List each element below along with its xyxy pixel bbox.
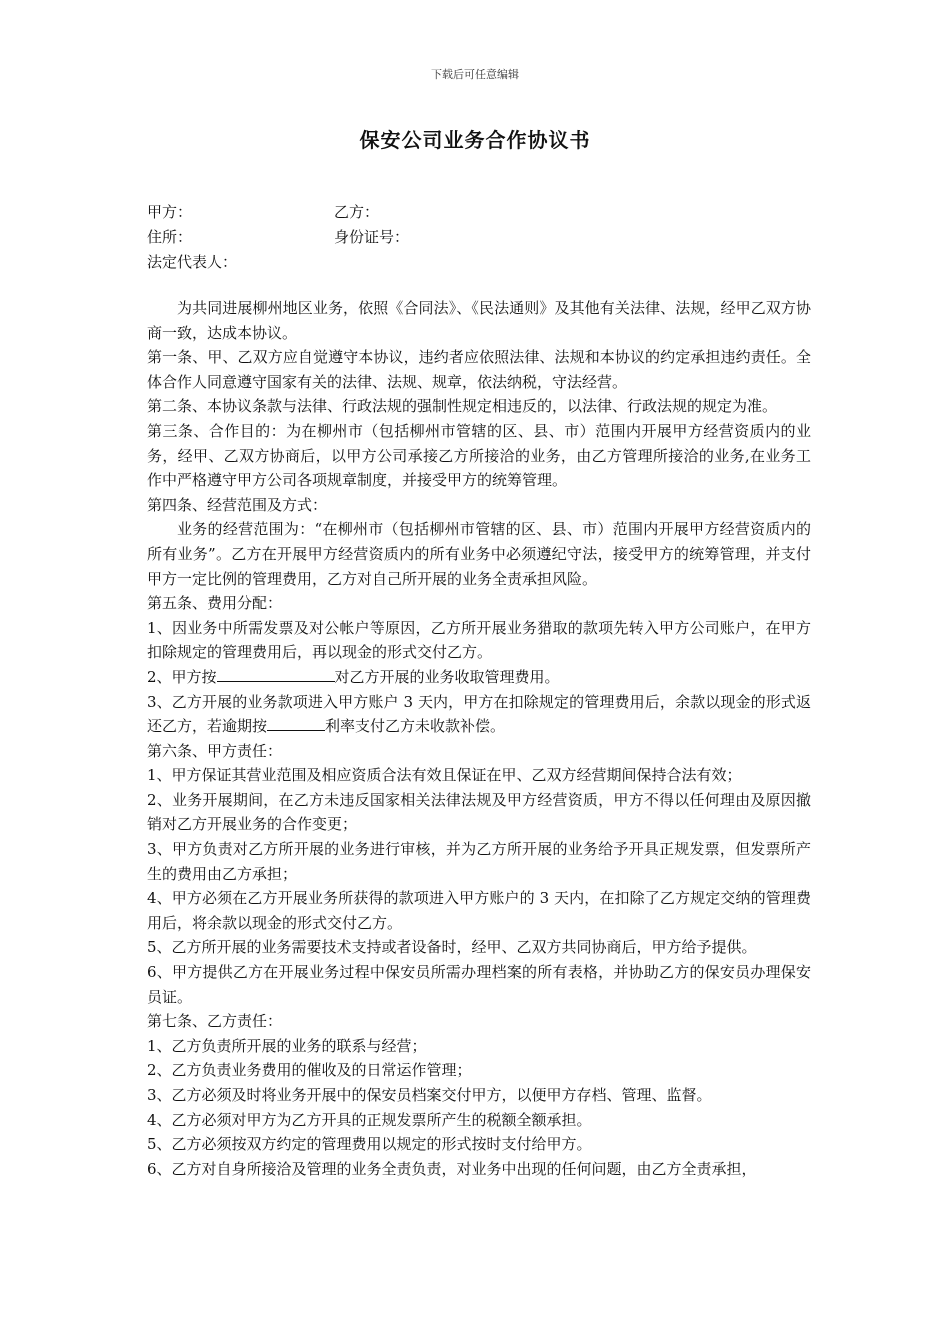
- parties-row-1: [147, 200, 807, 225]
- article-7-item-5: 5、乙方必须按双方约定的管理费用以规定的形式按时支付给甲方。: [147, 1135, 592, 1154]
- article-6-item-5: 5、乙方所开展的业务需要技术支持或者设备时，经甲、乙双方共同协商后，甲方给予提供。: [147, 938, 757, 957]
- article-2: 第二条、本协议条款与法律、行政法规的强制性规定相违反的，以法律、行政法规的规定为准。: [147, 397, 778, 416]
- article-7-item-4: 4、乙方必须对甲方为乙方开具的正规发票所产生的税额全额承担。: [147, 1110, 592, 1129]
- article-7-item-2: 2、乙方负责业务费用的催收及的日常运作管理；: [147, 1061, 472, 1080]
- interest-rate-blank: [267, 714, 325, 731]
- document-title: 保安公司业务合作协议书: [359, 128, 591, 152]
- download-note: 下载后可任意编辑: [431, 68, 519, 81]
- article-5-item-2: [147, 665, 811, 690]
- article-6-item-6: 6、甲方提供乙方在开展业务过程中保安员所需办理档案的所有表格，并协助乙方的保安员办理保安员证。: [147, 963, 811, 1006]
- article-5-item-3-post: 利率支付乙方未收款补偿。: [325, 717, 506, 736]
- parties-row-3: [147, 250, 807, 275]
- id-number-label: 身份证号：: [334, 228, 410, 246]
- article-5-item-3-pre: 3、乙方开展的业务款项进入甲方账户 3 天内，甲方在扣除规定的管理费用后，余款以现金的形式返还乙方，若逾期按: [147, 692, 811, 736]
- article-6-item-4: 4、甲方必须在乙方开展业务所获得的款项进入甲方账户的 3 天内，在扣除了乙方规定交纳的管理费用后，将余款以现金的形式交付乙方。: [147, 889, 811, 932]
- article-1: 第一条、甲、乙双方应自觉遵守本协议，违约者应依照法律、法规和本协议的约定承担违约责任。全体合作人同意遵守国家有关的法律、法规、规章，依法纳税，守法经营。: [147, 348, 811, 391]
- article-5-item-1: 1、因业务中所需发票及对公帐户等原因，乙方所开展业务猎取的款项先转入甲方公司账户，在甲方扣除规定的管理费用后，再以现金的形式交付乙方。: [147, 618, 811, 662]
- fee-rate-blank: [217, 665, 335, 682]
- parties-block: [147, 200, 807, 275]
- article-4-title: 第四条、经营范围及方式：: [147, 495, 328, 514]
- article-7-item-3: 3、乙方必须及时将业务开展中的保安员档案交付甲方，以便甲方存档、管理、监督。: [147, 1086, 712, 1104]
- article-7-item-1: 1、乙方负责所开展的业务的联系与经营；: [147, 1036, 427, 1055]
- article-4-body: 业务的经营范围为：“在柳州市（包括柳州市管辖的区、县、市）范围内开展甲方经营资质内的所有业务”。乙方在开展甲方经营资质内的所有业务中必须遵纪守法，接受甲方的统筹管理，并支付甲方一定比例的管理费用，乙方对自己所开展的业务全责承担风险。: [147, 520, 811, 588]
- article-6-item-3: 3、甲方负责对乙方所开展的业务进行审核，并为乙方所开展的业务给予开具正规发票，但发票所产生的费用由乙方承担；: [147, 840, 811, 883]
- agreement-body: [147, 296, 811, 1181]
- address-label: 住所：: [147, 228, 193, 246]
- parties-row-2: [147, 225, 807, 250]
- article-7-title: 第七条、乙方责任：: [147, 1012, 283, 1031]
- article-7-item-6: 6、乙方对自身所接洽及管理的业务全责负责，对业务中出现的任何问题，由乙方全责承担，: [147, 1159, 757, 1178]
- article-6-item-1: 1、甲方保证其营业范围及相应资质合法有效且保证在甲、乙双方经营期间保持合法有效；: [147, 766, 742, 785]
- article-5-title: 第五条、费用分配：: [147, 594, 283, 613]
- article-6-item-2: 2、业务开展期间，在乙方未违反国家相关法律法规及甲方经营资质，甲方不得以任何理由及原因撤销对乙方开展业务的合作变更；: [147, 790, 811, 834]
- article-5-item-2-post: 对乙方开展的业务收取管理费用。: [334, 667, 560, 686]
- party-a-label: 甲方：: [147, 203, 193, 221]
- party-b-label: 乙方：: [334, 203, 380, 221]
- article-5-item-2-pre: 2、甲方按: [147, 667, 217, 686]
- legal-rep-label: 法定代表人：: [147, 253, 238, 271]
- article-6-title: 第六条、甲方责任：: [147, 741, 283, 760]
- intro-paragraph: 为共同进展柳州地区业务，依照《合同法》、《民法通则》及其他有关法律、法规，经甲乙双方协商一致，达成本协议。: [147, 299, 811, 342]
- article-5-item-3: [147, 690, 811, 739]
- article-3: 第三条、合作目的：为在柳州市（包括柳州市管辖的区、县、市）范围内开展甲方经营资质内的业务，经甲、乙双方协商后，以甲方公司承接乙方所接洽的业务，由乙方管理所接洽的业务,在业务工作中严格遵守甲方公司各项规章制度，并接受甲方的统筹管理。: [147, 421, 811, 490]
